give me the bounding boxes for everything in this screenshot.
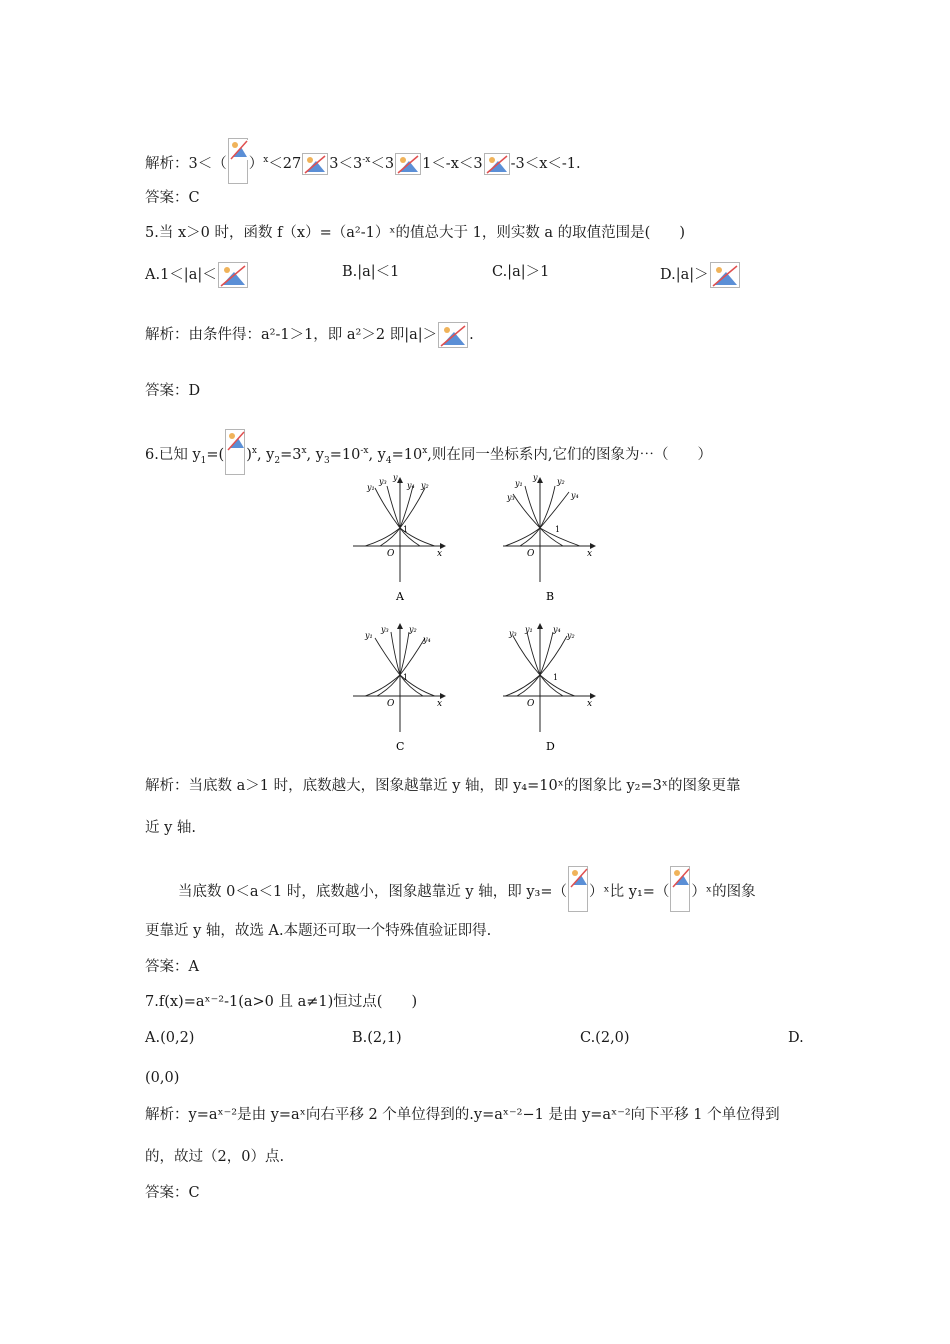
svg-text:x: x xyxy=(437,549,443,559)
option-7d-value: (0,0) xyxy=(145,1070,180,1086)
curve-label: y₂ xyxy=(421,481,429,490)
svg-text:O: O xyxy=(527,549,535,559)
solution-6-line-3: 当底数 0＜a＜1 时，底数越小，图象越靠近 y 轴，即 y₃=（ ）ˣ比 y₁=（ ）ˣ的图象 xyxy=(178,866,756,912)
curve-label: y₁ xyxy=(515,479,523,488)
panel-label: A xyxy=(396,590,404,603)
graph-options-figure xyxy=(345,470,605,760)
svg-text:1: 1 xyxy=(403,673,409,682)
option-7b: B.(2,1) xyxy=(352,1030,402,1046)
image-placeholder-icon xyxy=(438,322,468,348)
curve-label: y₄ xyxy=(423,635,431,644)
panel-label: C xyxy=(396,740,405,753)
option-7a: A.(0,2) xyxy=(145,1030,195,1046)
image-placeholder-icon xyxy=(484,153,510,175)
option-7d: D. xyxy=(788,1030,804,1046)
curve-label: y₃ xyxy=(379,477,387,486)
solution-5: 解析：由条件得：a²-1＞1，即 a²＞2 即|a|＞ . xyxy=(145,322,474,348)
option-7c: C.(2,0) xyxy=(580,1030,630,1046)
image-placeholder-icon xyxy=(225,429,245,475)
graph-panel-d xyxy=(503,624,595,753)
image-placeholder-icon xyxy=(395,153,421,175)
solution-6-line-1: 解析：当底数 a＞1 时，底数越大，图象越靠近 y 轴，即 y₄=10ˣ的图象比 y₂=3ˣ的图象更靠 xyxy=(145,778,741,794)
svg-text:1: 1 xyxy=(403,525,409,534)
image-placeholder-icon xyxy=(710,262,740,288)
solution-6-line-4: 更靠近 y 轴，故选 A.本题还可取一个特殊值验证即得. xyxy=(145,923,492,939)
answer-6: 答案：A xyxy=(145,959,199,975)
graph-panel-a xyxy=(353,473,445,603)
curve-label: y₁ xyxy=(365,631,373,640)
curve-label: y₄ xyxy=(571,491,579,500)
curve-label: y₂ xyxy=(567,631,575,640)
curve-label: y₄ xyxy=(407,481,415,490)
svg-text:x: x xyxy=(587,699,593,709)
curve-label: y₂ xyxy=(557,477,565,486)
image-placeholder-icon xyxy=(568,866,588,912)
answer-4: 答案：C xyxy=(145,190,200,206)
svg-text:1: 1 xyxy=(555,525,561,534)
image-placeholder-icon xyxy=(218,262,248,288)
question-5: 5.当 x＞0 时，函数 f（x）=（a²-1）ˣ的值总大于 1，则实数 a 的取值范围是( ) xyxy=(145,225,685,241)
solution-6-line-2: 近 y 轴. xyxy=(145,820,197,836)
curve-label: y₃ xyxy=(381,625,389,634)
svg-text:x: x xyxy=(437,699,443,709)
answer-7: 答案：C xyxy=(145,1185,200,1201)
solution-7-line-2: 的，故过（2，0）点. xyxy=(145,1149,285,1165)
curve-label: y₄ xyxy=(553,625,561,634)
panel-label: D xyxy=(546,740,555,753)
image-placeholder-icon xyxy=(670,866,690,912)
graph-panel-c xyxy=(353,624,445,753)
svg-text:x: x xyxy=(587,549,593,559)
curve-label: y₃ xyxy=(509,629,517,638)
curve-label: y xyxy=(393,473,398,482)
question-7: 7.f(x)=aˣ⁻²-1(a>0 且 a≠1)恒过点( ) xyxy=(145,994,418,1010)
option-5b: B.|a|＜1 xyxy=(342,264,400,280)
svg-text:1: 1 xyxy=(553,673,559,682)
option-5a: A.1＜|a|＜ xyxy=(145,262,249,288)
option-5c: C.|a|＞1 xyxy=(492,264,550,280)
svg-text:O: O xyxy=(527,699,535,709)
svg-text:O: O xyxy=(387,549,395,559)
curve-label: y₁ xyxy=(525,625,533,634)
panel-label: B xyxy=(546,590,555,603)
image-placeholder-icon xyxy=(302,153,328,175)
image-placeholder-icon xyxy=(228,138,248,184)
curve-label: y xyxy=(533,473,538,482)
graph-panel-b xyxy=(503,473,595,603)
question-6: 6.已知 $y_1=$( )$^x$, $y_2=3^x$, $y_3=10^{-x}$, $y_4=10^x$,则在同一坐标系内,它们的图象为⋯（ ） xyxy=(145,429,712,475)
solution-7-line-1: 解析：y=aˣ⁻²是由 y=aˣ向右平移 2 个单位得到的.y=aˣ⁻²−1 是由 y=aˣ⁻²向下平移 1 个单位得到 xyxy=(145,1107,780,1123)
option-5d: D.|a|＞ xyxy=(660,262,741,288)
solution-4-line: 解析：3＜（ ）$^x$＜27 $3<3^{-x}<3$ 1＜-x＜3 -3＜x＜-1. xyxy=(145,138,581,184)
svg-text:O: O xyxy=(387,699,395,709)
answer-5: 答案：D xyxy=(145,383,201,399)
curve-label: y₂ xyxy=(409,625,417,634)
curve-label: y₁ xyxy=(367,483,375,492)
curve-label: y₃ xyxy=(507,493,515,502)
